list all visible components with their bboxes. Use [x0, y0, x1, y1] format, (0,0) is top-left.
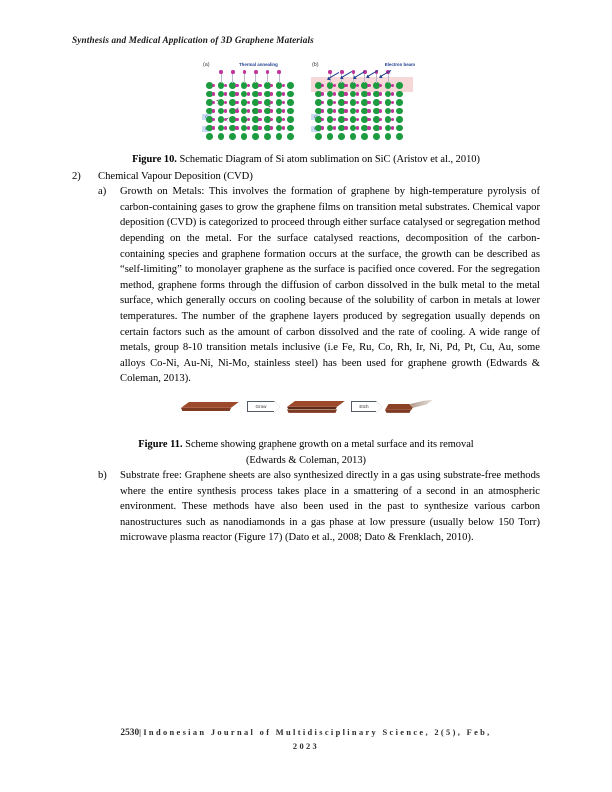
carbon-atom — [212, 92, 216, 96]
figure-11-caption-line1: Scheme showing graphene growth on a metal surface and its removal — [182, 438, 474, 450]
carbon-atom — [379, 101, 383, 105]
carbon-atom — [333, 126, 337, 130]
carbon-atom — [282, 101, 286, 105]
silicon-atom — [396, 91, 403, 98]
carbon-atom — [224, 126, 228, 130]
list-item-2 — [72, 169, 540, 185]
carbon-atom — [333, 118, 337, 122]
carbon-atom — [282, 92, 286, 96]
list-item-a-marker: a) — [98, 186, 107, 198]
silicon-atom — [287, 125, 294, 132]
sublimating-carbon-atom — [340, 70, 344, 74]
silicon-atom — [229, 133, 236, 140]
carbon-atom — [344, 101, 348, 105]
sublimating-carbon-atom — [243, 70, 247, 74]
figure-11-block — [72, 395, 540, 468]
carbon-atom — [367, 84, 371, 88]
carbon-atom — [344, 126, 348, 130]
carbon-atom — [391, 101, 395, 105]
carbon-atom — [224, 109, 228, 113]
carbon-atom — [235, 84, 239, 88]
atomic-bond — [221, 72, 222, 83]
atomic-bond — [388, 72, 389, 83]
list-item-b-marker: b) — [98, 470, 107, 482]
carbon-atom — [367, 92, 371, 96]
carbon-atom — [224, 92, 228, 96]
sublimating-carbon-atom — [277, 70, 281, 74]
silicon-atom — [396, 108, 403, 115]
carbon-atom — [270, 118, 274, 122]
carbon-atom — [333, 109, 337, 113]
sublimating-carbon-atom — [219, 70, 223, 74]
carbon-atom — [282, 118, 286, 122]
silicon-atom — [373, 133, 380, 140]
etch-arrow — [351, 401, 377, 412]
carbon-atom — [282, 84, 286, 88]
silicon-atom — [385, 133, 392, 140]
silicon-atom — [241, 133, 248, 140]
silicon-atom — [287, 82, 294, 89]
figure-11-caption-label: Figure 11. — [138, 438, 183, 450]
carbon-atom — [367, 126, 371, 130]
figure-11-caption-line2: (Edwards & Coleman, 2013) — [245, 454, 367, 466]
carbon-atom — [212, 84, 216, 88]
carbon-atom — [282, 109, 286, 113]
carbon-atom — [344, 92, 348, 96]
atomic-bond — [279, 72, 280, 83]
carbon-atom — [235, 126, 239, 130]
list-item-b — [98, 468, 540, 546]
silicon-atom — [396, 82, 403, 89]
carbon-atom — [247, 84, 251, 88]
footer-page-number: 2530 — [120, 728, 140, 738]
list-item-2-marker: 2) — [72, 170, 81, 182]
carbon-atom — [333, 92, 337, 96]
carbon-atom — [212, 118, 216, 122]
carbon-atom — [321, 109, 325, 113]
running-header: Synthesis and Medical Application of 3D Graphene Materials — [72, 35, 314, 45]
carbon-atom — [224, 84, 228, 88]
carbon-atom — [270, 92, 274, 96]
figure-10-caption-label: Figure 10. — [132, 154, 177, 165]
etch-arrow-label: Etch — [359, 403, 369, 409]
carbon-atom — [235, 101, 239, 105]
silicon-atom — [252, 133, 259, 140]
carbon-atom — [212, 109, 216, 113]
list-item-a-text: Growth on Metals: This involves the formation of graphene by high-temperature pyrolysis of carbon-containing gases to grow the graphene films on transition metal substrates. Chemical vapor deposition (CVD) is categorized to proceed through either surface catalysed or segregation method depending on the metal. For the surface catalysed reactions, decomposition of the carbon-containing species and graphene formation occurs at the surface, the growth can be described as “self-limiting” to monolayer graphene as the surface is pacified once covered. For the segregation method, graphene forms through the diffusion of carbon dissolved in the bulk metal to the metal surface, which generally occurs on cooling because of the solubility of carbon in metals at lower temperatures. The number of the graphene layers produced by segregation usually depends on certain factors such as the amount of carbon dissolved and the rate of cooling. A wide range of metals, group 8-10 transition metals inclusive (i.e Fe, Ru, Co, Rh, Ir, Ni, Pd, Pt, Cu, Au, some alloys Co-Ni, Au-Ni, Ni-Mo, stainless steel) has been used for graphene growth (Edwards & Coleman, 2013). — [120, 186, 540, 385]
silicon-atom — [287, 116, 294, 123]
carbon-atom — [321, 101, 325, 105]
list-item-2-text: Chemical Vapour Deposition (CVD) — [98, 170, 253, 182]
carbon-atom — [270, 101, 274, 105]
silicon-atom — [396, 133, 403, 140]
carbon-atom — [344, 84, 348, 88]
silicon-atom — [218, 133, 225, 140]
figure-11-caption — [72, 437, 540, 468]
atomic-bond — [255, 72, 256, 83]
carbon-atom — [367, 101, 371, 105]
panel-b-tag: (b) — [312, 62, 319, 68]
thermal-annealing-label: Thermal annealing — [239, 62, 278, 67]
silicon-atom — [327, 133, 334, 140]
carbon-atom — [391, 126, 395, 130]
silicon-atom — [287, 91, 294, 98]
carbon-atom — [247, 126, 251, 130]
carbon-atom — [333, 101, 337, 105]
grow-arrow-label: Grow — [255, 403, 267, 409]
carbon-atom — [321, 92, 325, 96]
carbon-atom — [356, 92, 360, 96]
sublimating-carbon-atom — [254, 70, 258, 74]
carbon-atom — [321, 118, 325, 122]
carbon-atom — [379, 118, 383, 122]
silicon-atom — [264, 133, 271, 140]
sublimating-carbon-atom — [266, 70, 270, 74]
silicon-atom — [396, 116, 403, 123]
carbon-atom — [344, 109, 348, 113]
carbon-atom — [321, 126, 325, 130]
carbon-atom — [379, 92, 383, 96]
atomic-bond — [232, 72, 233, 83]
carbon-atom — [270, 126, 274, 130]
atomic-bond — [244, 72, 245, 83]
figure-10-image — [195, 60, 417, 140]
list-item-b-text: Substrate free: Graphene sheets are also synthesized directly in a gas using substrate-free methods where the entire synthesis process takes place in a smattering of a second in an atmospheric environment. These methods have also been used in the past to synthesize various carbon nanostructures such as nanodiamonds in a gas phase at low pressure (usually below 150 Torr) microwave plasma reactor (Figure 17) (Dato et al., 2008; Dato & Frenklach, 2010). — [120, 470, 540, 544]
carbon-atom — [356, 109, 360, 113]
silicon-atom — [287, 133, 294, 140]
grow-arrow — [247, 401, 275, 412]
carbon-atom — [247, 92, 251, 96]
sublimating-carbon-atom — [328, 70, 332, 74]
carbon-atom — [344, 118, 348, 122]
carbon-atom — [356, 118, 360, 122]
list-item-a — [98, 184, 540, 387]
footer-separator: | — [139, 728, 144, 737]
figure-10-caption — [72, 152, 540, 168]
figure-10-panel-a — [200, 60, 306, 140]
silicon-atom — [206, 133, 213, 140]
carbon-atom — [258, 101, 262, 105]
carbon-atom — [356, 101, 360, 105]
carbon-atom — [356, 126, 360, 130]
silicon-atom — [338, 133, 345, 140]
carbon-atom — [379, 126, 383, 130]
figure-10-panel-b — [309, 60, 415, 140]
figure-10-block — [72, 60, 540, 168]
carbon-atom — [367, 118, 371, 122]
silicon-atom — [287, 108, 294, 115]
carbon-atom — [258, 126, 262, 130]
atomic-bond — [267, 72, 268, 83]
carbon-atom — [247, 109, 251, 113]
silicon-atom — [396, 99, 403, 106]
atomic-bond — [376, 72, 377, 83]
figure-10-caption-text: Schematic Diagram of Si atom sublimation on SiC (Aristov et al., 2010) — [176, 154, 480, 165]
silicon-atom — [396, 125, 403, 132]
carbon-atom — [235, 92, 239, 96]
silicon-atom — [350, 133, 357, 140]
figure-11-image — [181, 395, 431, 421]
page-footer — [72, 726, 540, 754]
carbon-atom — [258, 92, 262, 96]
carbon-atom — [367, 109, 371, 113]
panel-a-tag: (a) — [203, 62, 210, 68]
carbon-atom — [212, 126, 216, 130]
silicon-atom — [315, 133, 322, 140]
carbon-atom — [247, 101, 251, 105]
carbon-atom — [379, 109, 383, 113]
electron-beam-label: Electron beam — [384, 62, 415, 67]
carbon-atom — [258, 84, 262, 88]
silicon-atom — [276, 133, 283, 140]
carbon-atom — [235, 118, 239, 122]
silicon-atom — [287, 99, 294, 106]
carbon-atom — [391, 118, 395, 122]
carbon-atom — [270, 84, 274, 88]
carbon-atom — [391, 92, 395, 96]
silicon-atom — [361, 133, 368, 140]
carbon-atom — [258, 118, 262, 122]
footer-journal-line-1: Indonesian Journal of Multidisciplinary Science, 2(5), Feb, — [143, 728, 492, 737]
carbon-atom — [391, 109, 395, 113]
footer-journal-line-2: 2023 — [292, 742, 320, 751]
sublimating-carbon-atom — [231, 70, 235, 74]
